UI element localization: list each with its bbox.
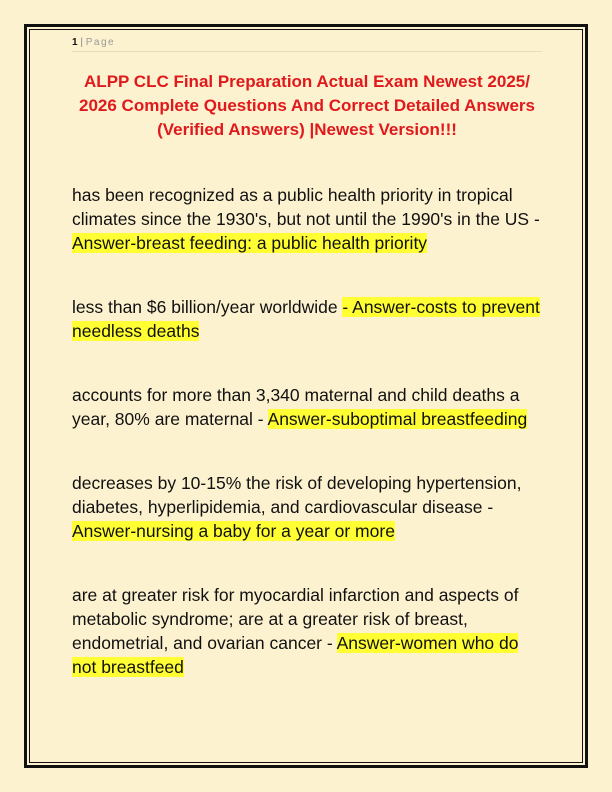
question-text: decreases by 10-15% the risk of developing hypertension, diabetes, hyperlipidemia, and cardiovascular disease -	[72, 473, 522, 517]
answer-text: Answer-suboptimal breastfeeding	[267, 409, 528, 429]
question-text: has been recognized as a public health priority in tropical climates since the 1930's, but not until the 1990's in the US -	[72, 185, 540, 229]
qa-list	[72, 183, 542, 679]
qa-item	[72, 471, 542, 543]
qa-item	[72, 183, 542, 255]
page-label: Page	[85, 37, 116, 48]
question-text: accounts for more than 3,340 maternal and child deaths a year, 80% are maternal -	[72, 385, 520, 429]
qa-item	[72, 583, 542, 679]
answer-text: Answer-breast feeding: a public health priority	[72, 233, 428, 253]
answer-text: Answer-women who do not breastfeed	[72, 633, 519, 677]
page-header	[72, 36, 542, 52]
question-text: are at greater risk for myocardial infarction and aspects of metabolic syndrome; are at a greater risk of breast, endometrial, and ovarian cancer -	[72, 585, 519, 653]
page-separator: |	[80, 37, 83, 48]
question-text: less than $6 billion/year worldwide	[72, 297, 343, 317]
qa-item	[72, 383, 542, 431]
answer-text: - Answer-costs to prevent needless deaths	[72, 297, 540, 341]
answer-text: Answer-nursing a baby for a year or more	[72, 521, 395, 541]
page-number: 1	[72, 37, 78, 48]
document-title: ALPP CLC Final Preparation Actual Exam Newest 2025/ 2026 Complete Questions And Correct Detailed Answers (Verified Answers) |Newest Version!!!	[79, 72, 535, 139]
qa-item	[72, 295, 542, 343]
